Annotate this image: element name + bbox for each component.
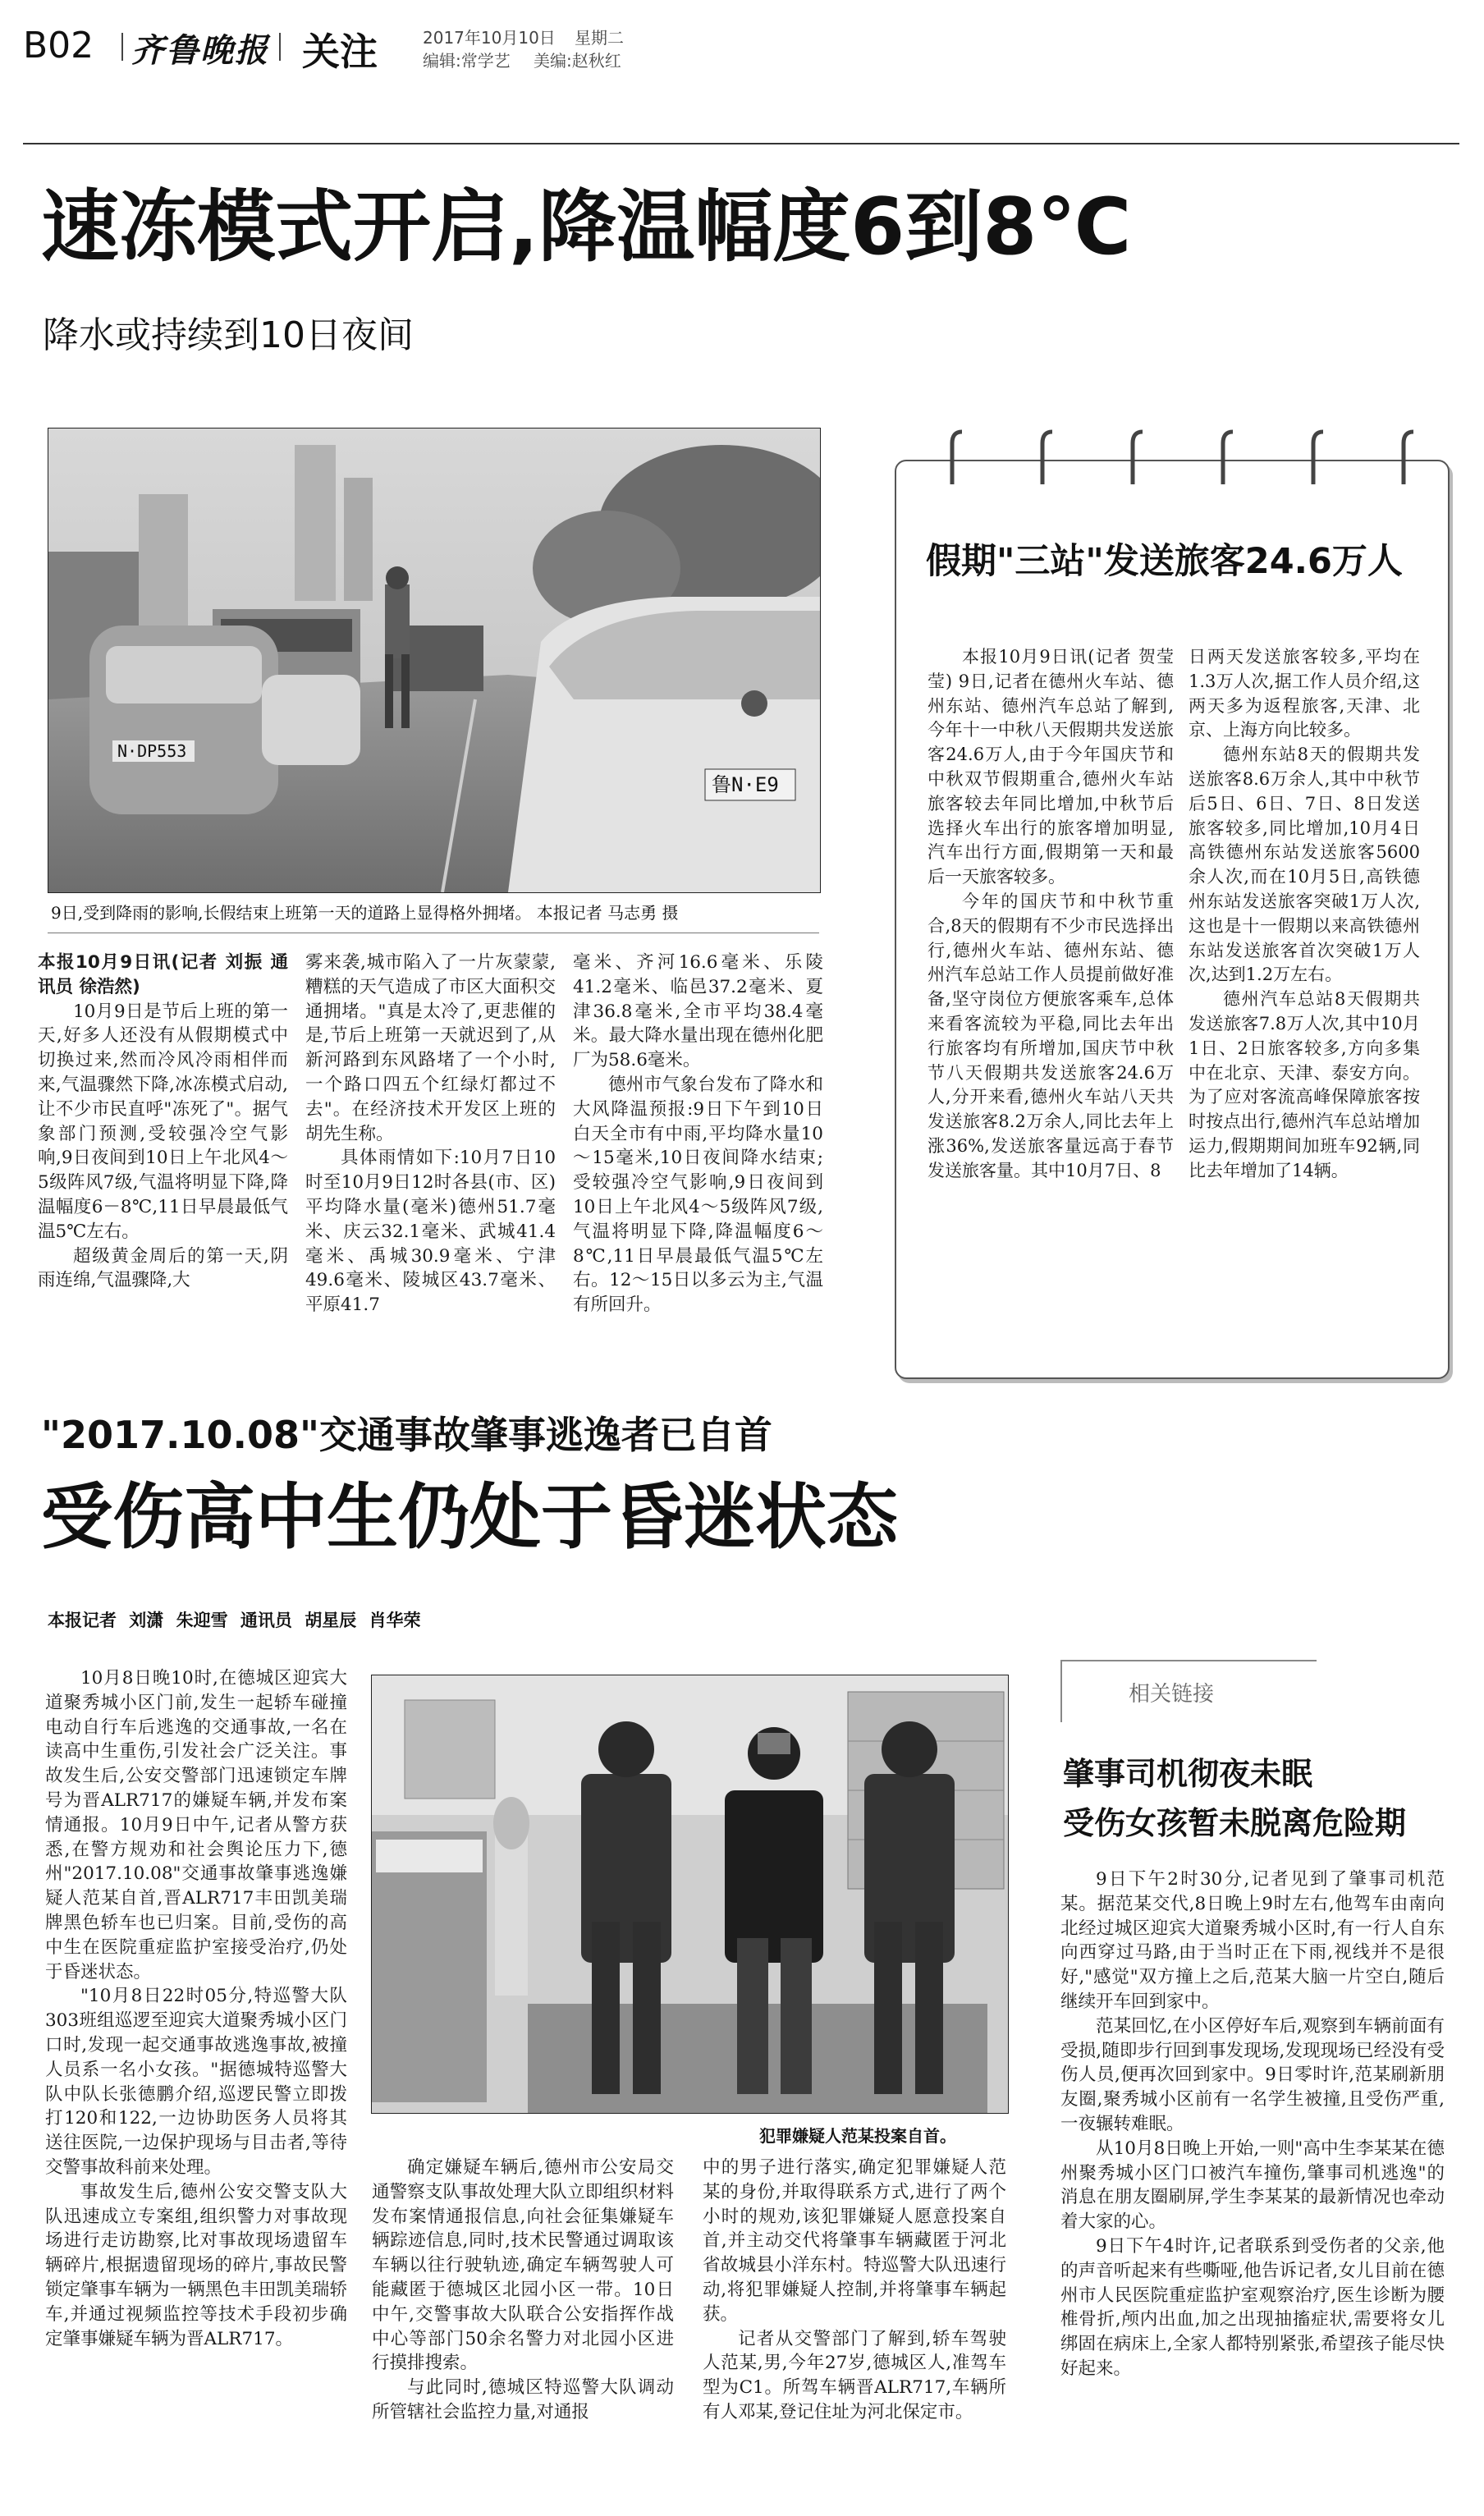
traffic-jam-image xyxy=(48,428,820,892)
right-license-plate: 鲁N·E9 xyxy=(712,773,779,796)
paragraph: 雾来袭,城市陷入了一片灰蒙蒙,糟糕的天气造成了市区大面积交通拥堵。"真是太冷了,更悲催的是,节后上班第一天就迟到了,从新河路到东风路堵了一个小时,一个路口四五个红绿灯都过不去"。在经济技术开发区上班的胡先生称。 xyxy=(305,952,556,1144)
paragraph: 中的男子进行落实,确定犯罪嫌疑人范某的身份,并取得联系方式,进行了两个小时的规劝,该犯罪嫌疑人愿意投案自首,并主动交代将肇事车辆藏匿于河北省故城县小洋东村。特巡警大队迅速行动,将犯罪嫌疑人控制,并将肇事车辆起获。 xyxy=(703,2157,1006,2325)
police-office-image xyxy=(372,1675,1008,2113)
issue-date: 2017年10月10日 xyxy=(423,28,556,48)
story3-column-3 xyxy=(703,2156,1006,2425)
newspaper-logo: 齐鲁晚报 xyxy=(131,31,269,70)
paragraph: 事故发生后,德州公安交警支队大队迅速成立专案组,组织警力对事故现场进行走访勘察,比对事故现场遗留车辆碎片,根据遗留现场的碎片,事故民警锁定肇事车辆为一辆黑色丰田凯美瑞轿车,并通过视频监控等技术手段初步确定肇事嫌疑车辆为晋ALR717。 xyxy=(45,2181,347,2349)
sidebar-tag: 相关链接 xyxy=(1129,1682,1215,1707)
paragraph: 9日下午2时30分,记者见到了肇事司机范某。据范某交代,8日晚上9时左右,他驾车由南向北经过城区迎宾大道聚秀城小区时,有一行人自东向西穿过马路,由于当时正在下雨,视线并不是很好,"感觉"双方撞上之后,范某大脑一片空白,随后继续开车回到家中。 xyxy=(1060,1869,1445,2012)
paragraph: 德州汽车总站8天假期共发送旅客7.8万人次,其中10月1日、2日旅客较多,方向多集中在北京、天津、泰安方向。为了应对客流高峰保障旅客按时按点出行,德州汽车总站增加运力,假期期间加班车92辆,同比去年增加了14辆。 xyxy=(1189,989,1420,1180)
paragraph: 本报10月9日讯(记者 贺莹莹) 9日,记者在德州火车站、德州东站、德州汽车总站了解到,今年十一中秋八天假期共发送旅客24.6万人,由于今年国庆节和中秋双节假期重合,德州火车站旅客较去年同比增加,中秋节后选择火车出行的旅客增加明显,汽车出行方面,假期第一天和最后一天旅客较多。 xyxy=(928,647,1174,887)
story3-headline: 受伤高中生仍处于昏迷状态 xyxy=(41,1475,898,1559)
story1-headline: 速冻模式开启,降温幅度6到8℃ xyxy=(41,182,1132,273)
designer-credit: 美编:赵秋红 xyxy=(534,51,621,71)
paragraph: 德州市气象台发布了降水和大风降温预报:9日下午到10日白天全市有中雨,平均降水量10～15毫米,10日夜间降水结束;受较强冷空气影响,9日夜间到10日上午北风4～5级阵风7级,气温将明显下降,降温幅度6～8℃,11日早晨最低气温5℃左右。12～15日以多云为主,气温有所回升。 xyxy=(573,1074,823,1316)
editor-credit: 编辑:常学艺 xyxy=(423,51,511,71)
spiral-binding-icon xyxy=(919,427,1428,493)
page-number: B02 xyxy=(23,25,94,66)
header-divider xyxy=(279,33,281,61)
story3-column-2 xyxy=(372,2156,674,2425)
story1-byline: 本报10月9日讯(记者 刘振 通讯员 徐浩然) xyxy=(38,952,288,997)
paragraph: 范某回忆,在小区停好车后,观察到车辆前面有受损,随即步行回到事发现场,发现现场已经没有受伤人员,便再次回到家中。9日零时许,范某刷新朋友圈,聚秀城小区前有一名学生被撞,且受伤严重,一夜辗转难眠。 xyxy=(1060,2015,1445,2134)
story1-column-3 xyxy=(573,951,823,1318)
story3-photo-caption: 犯罪嫌疑人范某投案自首。 xyxy=(759,2126,956,2146)
paragraph: 记者从交警部门了解到,轿车驾驶人范某,男,今年27岁,德城区人,准驾车型为C1。所驾车辆晋ALR717,车辆所有人邓某,登记住址为河北保定市。 xyxy=(703,2328,1006,2422)
sidebar-title-1: 肇事司机彻夜未眠 xyxy=(1063,1756,1313,1792)
paragraph: 10月8日晚10时,在德城区迎宾大道聚秀城小区门前,发生一起轿车碰撞电动自行车后逃逸的交通事故,一名在读高中生重伤,引发社会广泛关注。事故发生后,公安交警部门迅速锁定车牌号为晋ALR717的嫌疑车辆,并发布案情通报。10月9日中午,记者从警方获悉,在警方规劝和社会舆论压力下,德州"2017.10.08"交通事故肇事逃逸嫌疑人范某自首,晋ALR717丰田凯美瑞牌黑色轿车也已归案。目前,受伤的高中生在医院重症监护室接受治疗,仍处于昏迷状态。 xyxy=(45,1668,347,1982)
issue-weekday: 星期二 xyxy=(575,28,624,48)
left-license-plate: N·DP553 xyxy=(117,741,187,761)
story1-photo-caption: 9日,受到降雨的影响,长假结束上班第一天的道路上显得格外拥堵。 本报记者 马志勇 摄 xyxy=(51,903,679,923)
sidebar-column xyxy=(1060,1868,1445,2381)
paragraph: 今年的国庆节和中秋节重合,8天的假期有不少市民选择出行,德州火车站、德州东站、德州汽车总站工作人员提前做好准备,坚守岗位方便旅客乘车,总体来看客流较为平稳,同比去年出行旅客均有所增加,国庆节中秋节八天假期共发送旅客24.6万人,分开来看,德州火车站八天共发送旅客8.2万余人,同比去年上涨36%,发送旅客量远高于春节发送旅客量。其中10月7日、8 xyxy=(928,891,1174,1180)
story1-column-2 xyxy=(305,951,556,1318)
paragraph: 9日下午4时许,记者联系到受伤者的父亲,他的声音听起来有些嘶哑,他告诉记者,女儿目前在德州市人民医院重症监护室观察治疗,医生诊断为腰椎骨折,颅内出血,加之出现抽搐症状,需要将女儿绑固在病床上,全家人都特别紧张,希望孩子能尽快好起来。 xyxy=(1060,2235,1445,2379)
story3-kicker: "2017.10.08"交通事故肇事逃逸者已自首 xyxy=(41,1413,772,1457)
story2-headline: 假期"三站"发送旅客24.6万人 xyxy=(926,541,1403,582)
notebook-rings xyxy=(919,427,1428,493)
paragraph: 具体雨情如下:10月7日10时至10月9日12时各县(市、区)平均降水量(毫米)德州51.7毫米、庆云32.1毫米、武城41.4毫米、禹城30.9毫米、宁津49.6毫米、陵城区43.7毫米、平原41.7 xyxy=(305,1148,556,1316)
header-rule xyxy=(23,143,1459,144)
paragraph: 超级黄金周后的第一天,阴雨连绵,气温骤降,大 xyxy=(38,1245,288,1291)
paragraph: 从10月8日晚上开始,一则"高中生李某某在德州聚秀城小区门口被汽车撞伤,肇事司机逃逸"的消息在朋友圈刷屏,学生李某某的最新情况也牵动着大家的心。 xyxy=(1060,2138,1445,2233)
paragraph: 确定嫌疑车辆后,德州市公安局交通警察支队事故处理大队立即组织材料发布案情通报信息,向社会征集嫌疑车辆踪迹信息,同时,技术民警通过调取该车辆以往行驶轨迹,确定车辆驾驶人可能藏匿于德城区北园小区一带。10日中午,交警事故大队联合公安指挥作战中心等部门50余名警力对北园小区进行摸排搜索。 xyxy=(372,2157,674,2374)
story1-subhead: 降水或持续到10日夜间 xyxy=(43,314,414,356)
paragraph: 10月9日是节后上班的第一天,好多人还没有从假期模式中切换过来,然而冷风冷雨相伴而来,气温骤然下降,冰冻模式启动,让不少市民直呼"冻死了"。据气象部门预测,受较强冷空气影响,9日夜间到10日上午北风4～5级阵风7级,气温将明显下降,降温幅度6－8℃,11日早晨最低气温5℃左右。 xyxy=(38,1001,288,1242)
story2-column-2 xyxy=(1189,645,1420,1184)
suspect-photo xyxy=(371,1675,1009,2114)
section-title: 关注 xyxy=(302,30,378,74)
story2-column-1 xyxy=(928,645,1174,1184)
paragraph: 日两天发送旅客较多,平均在1.3万人次,据工作人员介绍,这两天多为返程旅客,天津、北京、上海方向比较多。 xyxy=(1189,647,1420,740)
paragraph: "10月8日22时05分,特巡警大队303班组巡逻至迎宾大道聚秀城小区门口时,发现一起交通事故逃逸事故,被撞人员系一名小女孩。"据德城特巡警大队中队长张德鹏介绍,巡逻民警立即拨打120和122,一边协助医务人员将其送往医院,一边保护现场与目击者,等待交警事故科前来处理。 xyxy=(45,1986,347,2178)
story3-column-1 xyxy=(45,1666,347,2351)
story3-byline: 本报记者 刘潇 朱迎雪 通讯员 胡星辰 肖华荣 xyxy=(48,1611,421,1630)
paragraph: 毫米、齐河16.6毫米、乐陵41.2毫米、临邑37.2毫米、夏津36.8毫米,全市平均38.4毫米。最大降水量出现在德州化肥厂为58.6毫米。 xyxy=(573,952,823,1071)
paragraph: 德州东站8天的假期共发送旅客8.6万余人,其中中秋节后5日、6日、7日、8日发送旅客较多,同比增加,10月4日高铁德州东站发送旅客5600余人次,而在10月5日,高铁德州东站发送旅客突破1万人次,这也是十一假期以来高铁德州东站发送旅客首次突破1万人次,达到1.2万左右。 xyxy=(1189,745,1420,985)
story1-column-1 xyxy=(38,951,288,1293)
sidebar-title-2: 受伤女孩暂未脱离危险期 xyxy=(1063,1805,1407,1841)
header-divider xyxy=(121,33,123,61)
traffic-photo xyxy=(48,428,821,893)
paragraph: 与此同时,德城区特巡警大队调动所管辖社会监控力量,对通报 xyxy=(372,2377,674,2422)
